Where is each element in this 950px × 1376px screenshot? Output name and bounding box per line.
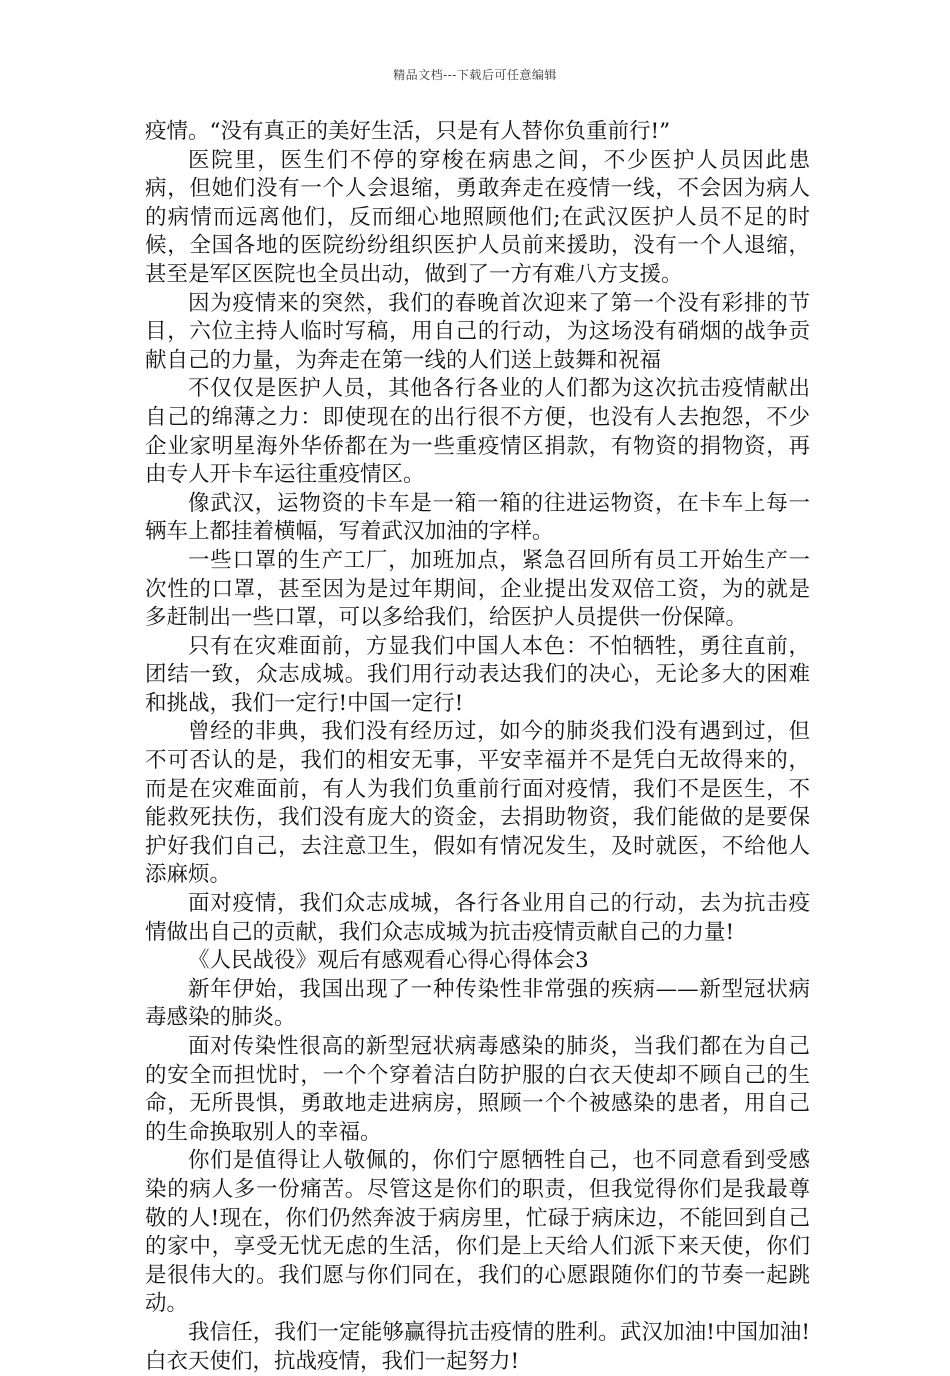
paragraph: 你们是值得让人敬佩的，你们宁愿牺牲自己，也不同意看到受感染的病人多一份痛苦。尽管这是你们的职责，但我觉得你们是我最尊敬的人!现在，你们仍然奔波于病房里，忙碌于病床边，不能回到自己的家中，享受无忧无虑的生活，你们是上天给人们派下来天使，你们是很伟大的。我们愿与你们同在，我们的心愿跟随你们的节奏一起跳动。 [145, 1148, 810, 1317]
paragraph: 不仅仅是医护人员，其他各行各业的人们都为这次抗击疫情献出自己的绵薄之力：即使现在的出行很不方便，也没有人去抱怨，不少企业家明星海外华侨都在为一些重疫情区捐款，有物资的捐物资，再由专人开卡车运往重疫情区。 [145, 376, 810, 488]
section-title: 《人民战役》观后有感观看心得心得体会3 [188, 948, 589, 974]
paragraph: 医院里，医生们不停的穿梭在病患之间，不少医护人员因此患病，但她们没有一个人会退缩，勇敢奔走在疫情一线，不会因为病人的病情而远离他们，反而细心地照顾他们;在武汉医护人员不足的时候，全国各地的医院纷纷组织医护人员前来援助，没有一个人退缩，甚至是军区医院也全员出动，做到了一方有难八方支援。 [145, 147, 810, 287]
paragraph: 新年伊始，我国出现了一种传染性非常强的疾病——新型冠状病毒感染的肺炎。 [145, 976, 810, 1031]
paragraph: 曾经的非典，我们没有经历过，如今的肺炎我们没有遇到过，但不可否认的是，我们的相安无事，平安幸福并不是凭白无故得来的，而是在灾难面前，有人为我们负重前行面对疫情，我们不是医生，不能救死扶伤，我们没有庞大的资金，去捐助物资，我们能做的是要保护好我们自己，去注意卫生，假如有情况发生，及时就医，不给他人添麻烦。 [145, 719, 810, 888]
paragraph: 像武汉，运物资的卡车是一箱一箱的往进运物资，在卡车上每一辆车上都挂着横幅，写着武汉加油的字样。 [145, 490, 810, 545]
paragraph: 疫情。“没有真正的美好生活，只是有人替你负重前行!” [145, 119, 671, 144]
paragraph: 面对疫情，我们众志成城，各行各业用自己的行动，去为抗击疫情做出自己的贡献，我们众志成城为抗击疫情贡献自己的力量! [145, 891, 810, 945]
paragraph: 面对传染性很高的新型冠状病毒感染的肺炎，当我们都在为自己的安全而担忧时，一个个穿着洁白防护服的白衣天使却不顾自己的生命，无所畏惧，勇敢地走进病房，照顾一个个被感染的患者，用自己的生命换取别人的幸福。 [145, 1034, 810, 1145]
paragraph: 我信任，我们一定能够赢得抗击疫情的胜利。武汉加油!中国加油!白衣天使们，抗战疫情，我们一起努力! [145, 1319, 810, 1374]
document-body [145, 118, 810, 1376]
paragraph: 一些口罩的生产工厂，加班加点，紧急召回所有员工开始生产一次性的口罩，甚至因为是过年期间，企业提出发双倍工资，为的就是多赶制出一些口罩，可以多给我们，给医护人员提供一份保障。 [145, 547, 810, 631]
paragraph: 只有在灾难面前，方显我们中国人本色：不怕牺牲，勇往直前，团结一致，众志成城。我们用行动表达我们的决心，无论多大的困难和挑战，我们一定行!中国一定行! [145, 633, 810, 716]
paragraph: 因为疫情来的突然，我们的春晚首次迎来了第一个没有彩排的节目，六位主持人临时写稿，用自己的行动，为这场没有硝烟的战争贡献自己的力量，为奔走在第一线的人们送上鼓舞和祝福 [145, 290, 810, 373]
page-header: 精品文档---下载后可任意编辑 [393, 68, 557, 82]
